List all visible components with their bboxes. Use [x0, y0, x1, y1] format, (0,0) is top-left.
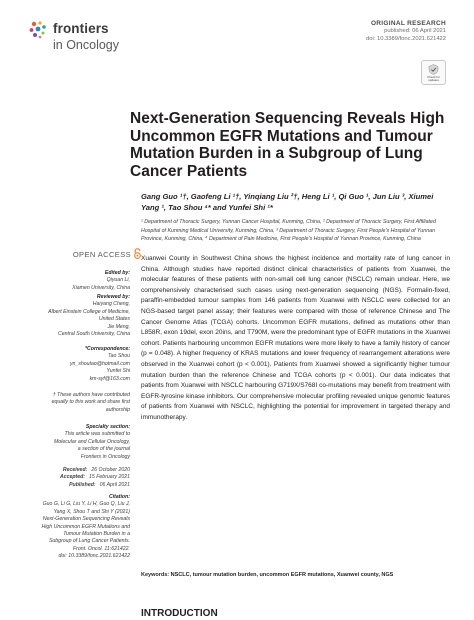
specialty-label: Specialty section: [85, 424, 130, 430]
reviewer-line: Central South University, China [58, 331, 130, 338]
logo-journal-text: in Oncology [53, 38, 120, 52]
edited-by-label: Edited by: [104, 270, 130, 276]
open-access-label: OPEN ACCESS [72, 250, 131, 259]
article-title: Next-Generation Sequencing Reveals High Uncommon EGFR Mutations and Tumour Mutation Burden in a Subgroup of Lung Cancer Patients [130, 110, 445, 180]
date-accepted [28, 474, 130, 481]
corresponding-email[interactable]: yn_shoutao@hotmail.com [69, 360, 130, 367]
article-meta [366, 20, 446, 43]
journal-logo[interactable] [28, 19, 158, 59]
edited-by [30, 270, 130, 292]
editor-affiliation: Xiamen University, China [72, 284, 130, 291]
note-line: equally to this work and share first [51, 399, 130, 406]
citation-line: High Uncommon EGFR Mutations and [41, 523, 130, 530]
citation-label: Citation: [108, 494, 130, 500]
date-published [28, 482, 130, 489]
logo-brand-text: frontiers [53, 21, 109, 36]
reviewer-line: Jie Meng, [107, 323, 130, 330]
citation-line: Tumour Mutation Burden in a [63, 531, 130, 538]
specialty-line: a section of the journal [77, 446, 130, 453]
specialty-section [30, 424, 130, 461]
citation-line: Next-Generation Sequencing Reveals [42, 516, 130, 523]
citation-line: Guo G, Li G, Liu Y, Li H, Guo Q, Liu J, [42, 501, 130, 508]
date-value: 15 February 2021 [89, 474, 130, 481]
published-date: published: 06 April 2021 [384, 27, 446, 34]
check-updates-label: Check for updates [427, 75, 440, 83]
corresponding-email[interactable]: km-syf@163.com [89, 375, 130, 382]
note-line: † These authors have contributed [52, 392, 130, 398]
date-value: 06 April 2021 [99, 481, 130, 488]
reviewer-line: United States [98, 316, 130, 323]
date-label: Accepted: [59, 474, 86, 481]
date-received [28, 467, 130, 474]
abstract: Xuanwei County in Southwest China shows the highest incidence and mortality rate of lung cancer in China. Although studies have reported distinct clinical characteristics of patients from Xuanwei, the molecular features of these patients with non-small cell lung cancer (NSCLC) remain unclear. Here, we comprehensively characterised such cases using next-generation sequencing (NGS). Formalin-fixed, paraffin-embedded tumour samples from 146 patients from Xuanwei with NSCLC were collected for an NGS-based target panel assay; their features were compared with those of reference Chinese and The Cancer Genome Atlas (TCGA) cohorts. Uncommon EGFR mutations, defined as mutations other than L858R, exon 19del, exon 20ins, and T790M, were the predominant type of EGFR mutations in the Xuanwei cohort. Patients harbouring uncommon EGFR mutations were more likely to have a family history of cancer (p = 0.048). A higher frequency of KRAS mutations and lower frequency of rearrangement alterations were observed in the Xuanwei cohort (p < 0.001). Patients from Xuanwei showed a significantly higher tumour mutation burden than the reference Chinese and TCGA cohorts (p < 0.001). Our data indicates that patients from Xuanwei with NSCLC harbouring G719X/S768I co-mutations may benefit from treatment with EGFR-tyrosine kinase inhibitors. Our comprehensive molecular profiling revealed unique genomic features of patients from Xuanwei with NSCLC, highlighting the potential for improvement in targeted therapy and immunotherapy. [141, 255, 450, 421]
specialty-line: This article was submitted to [64, 431, 130, 438]
keywords: Keywords: NSCLC, tumour mutation burden, uncommon EGFR mutations, Xuanwei county, NGS [141, 572, 394, 578]
article-doi[interactable]: doi: 10.3389/fonc.2021.621422 [366, 35, 446, 42]
reviewed-by [30, 294, 130, 338]
citation-line: Yang X, Shou T and Shi Y (2021) [53, 508, 130, 515]
citation [30, 494, 130, 561]
reviewed-by-label: Reviewed by: [96, 294, 130, 300]
section-heading-introduction: INTRODUCTION [141, 608, 218, 619]
specialty-line: Molecular and Cellular Oncology, [53, 438, 130, 445]
note-line: authorship [105, 406, 130, 413]
citation-line: Front. Oncol. 11:621422. [72, 545, 130, 552]
article-dates [28, 467, 130, 489]
citation-line: Subgroup of Lung Cancer Patients. [48, 538, 130, 545]
specialty-line: Frontiers in Oncology [80, 453, 130, 460]
reviewer-line: Albert Einstein College of Medicine, [48, 308, 130, 315]
affiliations: ¹ Department of Thoracic Surgery, Yunnan Cancer Hospital, Kunming, China, ² Department of Thoracic Surgery, First Affiliated Hospital of Kunming Medical University, Kunming, China, ³ Department of Thoracic Surgery, First People's Hospital of Yunnan Province, Kunming, China, ⁴ Department of Pain Medicine, First People's Hospital of Yunnan Province, Kunming, China [141, 219, 436, 243]
editor-name: Qiyuan Li, [106, 277, 130, 284]
check-updates-icon [428, 64, 439, 75]
author-list: Gang Guo ¹†, Gaofeng Li ¹†, Yinqiang Liu ²†, Heng Li ¹, Qi Guo ¹, Jun Liu ³, Xiumei Yang ¹, Tao Shou ⁴* and Yunfei Shi ¹* [141, 192, 434, 212]
frontiers-logo-icon [28, 20, 48, 40]
citation-doi[interactable]: doi: 10.3389/fonc.2021.621422 [58, 553, 130, 560]
correspondence-label: *Correspondence: [85, 346, 130, 352]
date-label: Received: [62, 467, 88, 473]
article-type: ORIGINAL RESEARCH [370, 20, 446, 27]
corresponding-author: Tao Shou [107, 353, 130, 360]
date-label: Published: [69, 481, 96, 488]
equal-contribution-note [30, 392, 130, 414]
reviewer-line: Haiyang Cheng, [92, 301, 130, 308]
correspondence [30, 346, 130, 383]
corresponding-author: Yunfei Shi [106, 368, 130, 375]
date-value: 26 October 2020 [91, 467, 130, 473]
check-for-updates-button[interactable] [421, 60, 446, 85]
